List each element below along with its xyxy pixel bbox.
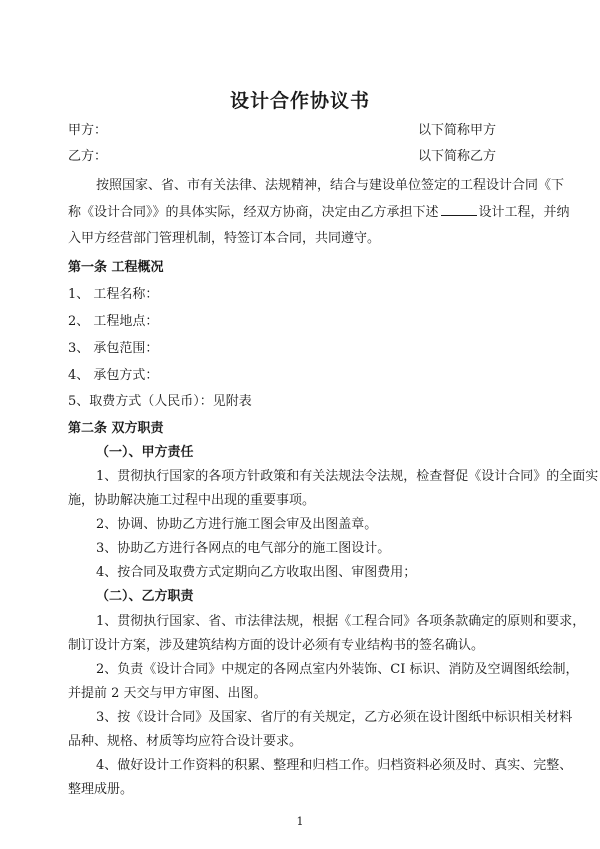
project-name-blank [441,203,477,216]
party-b-duty-2b: 并提前 2 天交与甲方审图、出图。 [68,686,267,701]
party-b-label: 乙方： [68,149,108,164]
page-number: 1 [296,815,304,828]
party-a-duty-2: 2、协调、协助乙方进行施工图会审及出图盖章。 [96,517,378,532]
article-2-title: 第二条 双方职责 [68,421,164,436]
party-b-duty-3b: 品种、规格、材质等均应符合设计要求。 [68,734,303,749]
party-a-duty-4: 4、按合同及取费方式定期向乙方收取出图、审图费用； [96,565,417,580]
party-b-duty-1a: 1、贯彻执行国家、省、市法律法规，根据《工程合同》各项条款确定的原则和要求， [96,614,586,629]
party-a-duties-title: （一）、甲方责任 [96,445,194,460]
party-b-duties-title: （二）、乙方职责 [96,589,194,604]
party-a-short: 以下简称甲方 [418,123,497,138]
article-1-item: 2、 工程地点： [68,314,159,329]
intro-line-2 [68,203,570,222]
article-1-title: 第一条 工程概况 [68,260,164,275]
party-b-duty-1b: 制订设计方案，涉及建筑结构方面的设计必须有专业结构书的签名确认。 [68,638,485,653]
intro-line-1: 按照国家、省、市有关法律、法规精神，结合与建设单位签定的工程设计合同《下 [96,178,565,193]
intro-line-3: 入甲方经营部门管理机制，特签订本合同，共同遵守。 [68,231,381,246]
party-a-duty-1a: 1、贯彻执行国家的各项方针政策和有关法规法令法规，检查督促《设计合同》的全面实 [96,469,599,484]
intro-line-2b: 设计工程，并纳 [478,205,570,220]
party-b-duty-2a: 2、负责《设计合同》中规定的各网点室内外装饰、CI 标识、消防及空调图纸绘制， [96,662,579,677]
party-b-duty-4a: 4、做好设计工作资料的积累、整理和归档工作。归档资料必须及时、真实、完整、 [96,758,573,773]
article-1-item: 5、取费方式（人民币）：见附表 [68,394,252,409]
document-title: 设计合作协议书 [229,90,370,112]
party-a-label: 甲方： [68,123,108,138]
article-1-item: 4、 承包方式： [68,368,159,383]
article-1-item: 1、 工程名称： [68,287,159,302]
party-b-short: 以下简称乙方 [418,149,497,164]
intro-line-2a: 称《设计合同》》的具体实际，经双方协商，决定由乙方承担下述 [68,205,439,220]
article-1-item: 3、 承包范围： [68,341,159,356]
party-b-duty-3a: 3、按《设计合同》及国家、省厅的有关规定，乙方必须在设计图纸中标识相关材料 [96,710,573,725]
party-b-duty-4b: 整理成册。 [68,782,134,797]
party-a-duty-1b: 施，协助解决施工过程中出现的重要事项。 [68,493,316,508]
party-a-duty-3: 3、协助乙方进行各网点的电气部分的施工图设计。 [96,541,391,556]
